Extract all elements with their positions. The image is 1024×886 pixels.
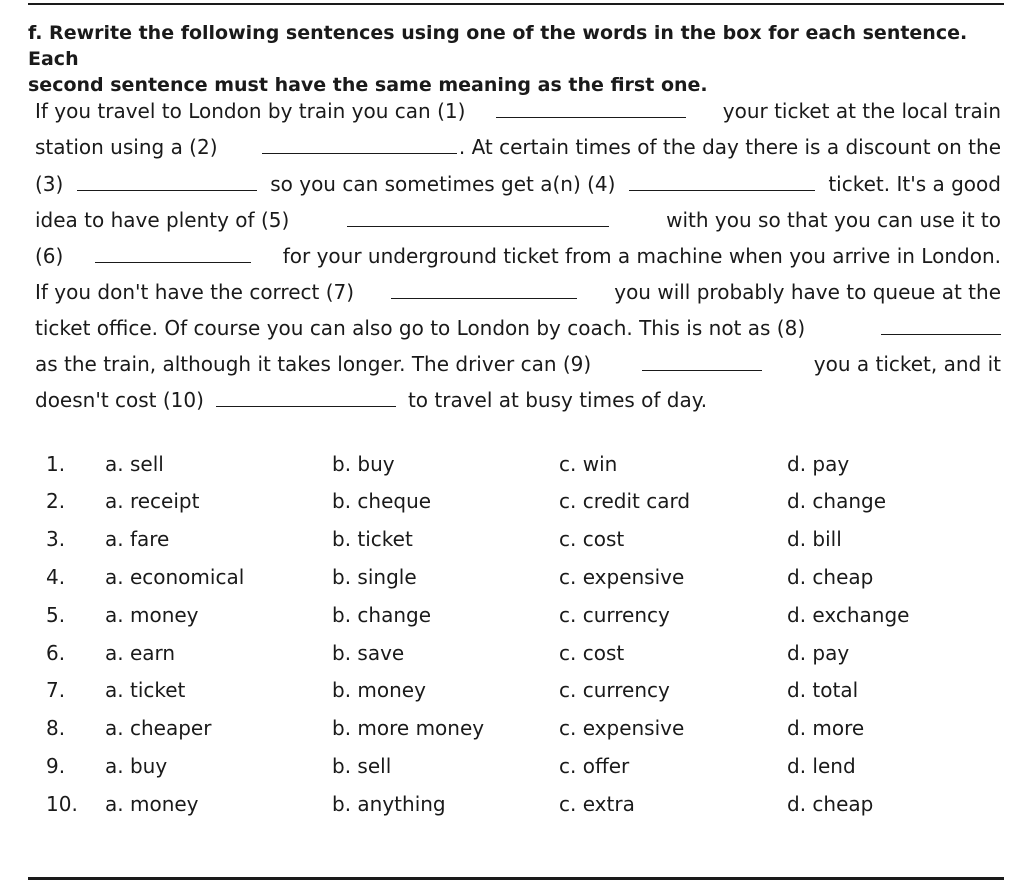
passage-text: If you travel to London by train you can (1) xyxy=(35,99,466,123)
option-row-10 xyxy=(0,792,1024,828)
option-b[interactable]: b. cheque xyxy=(332,489,432,513)
bottom-rule xyxy=(28,877,1004,880)
option-c[interactable]: c. currency xyxy=(559,603,670,627)
option-number: 8. xyxy=(46,716,66,740)
option-b[interactable]: b. ticket xyxy=(332,527,413,551)
passage-text: . At certain times of the day there is a discount on the xyxy=(458,135,1001,159)
passage-text: you a ticket, and it xyxy=(813,352,1001,376)
option-d[interactable]: d. bill xyxy=(787,527,842,551)
option-row-3 xyxy=(0,527,1024,563)
option-c[interactable]: c. expensive xyxy=(559,716,685,740)
option-d[interactable]: d. cheap xyxy=(787,565,874,589)
top-rule xyxy=(28,3,1004,5)
option-c[interactable]: c. extra xyxy=(559,792,635,816)
option-d[interactable]: d. lend xyxy=(787,754,856,778)
option-b[interactable]: b. anything xyxy=(332,792,446,816)
option-row-2 xyxy=(0,489,1024,525)
option-c[interactable]: c. offer xyxy=(559,754,630,778)
blank-4[interactable] xyxy=(629,172,815,191)
option-a[interactable]: a. earn xyxy=(105,641,176,665)
passage-text: for your underground ticket from a machine when you arrive in London. xyxy=(282,244,1001,268)
passage-line-2 xyxy=(35,135,1001,171)
option-d[interactable]: d. change xyxy=(787,489,887,513)
passage-line-8 xyxy=(35,352,1001,388)
passage-text: (3) xyxy=(35,172,64,196)
blank-6[interactable] xyxy=(95,244,251,263)
option-b[interactable]: b. sell xyxy=(332,754,392,778)
option-b[interactable]: b. money xyxy=(332,678,426,702)
option-a[interactable]: a. economical xyxy=(105,565,245,589)
blank-10[interactable] xyxy=(216,388,396,407)
option-a[interactable]: a. sell xyxy=(105,452,164,476)
option-row-7 xyxy=(0,678,1024,714)
option-d[interactable]: d. more xyxy=(787,716,865,740)
passage-text: idea to have plenty of (5) xyxy=(35,208,290,232)
option-a[interactable]: a. money xyxy=(105,603,199,627)
passage-text: If you don't have the correct (7) xyxy=(35,280,355,304)
option-number: 3. xyxy=(46,527,66,551)
option-a[interactable]: a. ticket xyxy=(105,678,186,702)
option-d[interactable]: d. cheap xyxy=(787,792,874,816)
passage-text: station using a (2) xyxy=(35,135,218,159)
option-number: 4. xyxy=(46,565,66,589)
option-b[interactable]: b. change xyxy=(332,603,432,627)
passage-text: to travel at busy times of day. xyxy=(407,388,708,412)
option-b[interactable]: b. buy xyxy=(332,452,395,476)
passage-text: your ticket at the local train xyxy=(722,99,1001,123)
option-row-6 xyxy=(0,641,1024,677)
option-c[interactable]: c. expensive xyxy=(559,565,685,589)
instruction-line-2: second sentence must have the same meaning as the first one. xyxy=(28,74,708,96)
blank-7[interactable] xyxy=(391,280,577,299)
blank-9[interactable] xyxy=(642,352,762,371)
option-number: 7. xyxy=(46,678,66,702)
option-b[interactable]: b. more money xyxy=(332,716,485,740)
passage-line-6 xyxy=(35,280,1001,316)
option-row-4 xyxy=(0,565,1024,601)
option-d[interactable]: d. total xyxy=(787,678,859,702)
option-c[interactable]: c. cost xyxy=(559,641,625,665)
blank-8[interactable] xyxy=(881,316,1001,335)
option-a[interactable]: a. receipt xyxy=(105,489,200,513)
option-row-8 xyxy=(0,716,1024,752)
instruction-line-1: f. Rewrite the following sentences using one of the words in the box for each sentence. Each xyxy=(28,22,968,70)
option-d[interactable]: d. exchange xyxy=(787,603,910,627)
option-row-9 xyxy=(0,754,1024,790)
passage-text: (6) xyxy=(35,244,64,268)
passage-line-5 xyxy=(35,244,1001,280)
passage-text: ticket. It's a good xyxy=(828,172,1001,196)
option-row-5 xyxy=(0,603,1024,639)
option-a[interactable]: a. cheaper xyxy=(105,716,212,740)
option-c[interactable]: c. win xyxy=(559,452,618,476)
option-a[interactable]: a. money xyxy=(105,792,199,816)
option-number: 2. xyxy=(46,489,66,513)
passage-line-3 xyxy=(35,172,1001,208)
option-number: 6. xyxy=(46,641,66,665)
option-b[interactable]: b. single xyxy=(332,565,417,589)
option-c[interactable]: c. currency xyxy=(559,678,670,702)
passage-line-1 xyxy=(35,99,1001,135)
option-a[interactable]: a. fare xyxy=(105,527,170,551)
passage-text: ticket office. Of course you can also go to London by coach. This is not as (8) xyxy=(35,316,806,340)
passage-line-9 xyxy=(35,388,1001,424)
blank-1[interactable] xyxy=(496,99,686,118)
option-b[interactable]: b. save xyxy=(332,641,405,665)
option-number: 1. xyxy=(46,452,66,476)
passage-text: as the train, although it takes longer. The driver can (9) xyxy=(35,352,592,376)
passage-text: doesn't cost (10) xyxy=(35,388,204,412)
blank-3[interactable] xyxy=(77,172,257,191)
option-c[interactable]: c. credit card xyxy=(559,489,691,513)
option-number: 5. xyxy=(46,603,66,627)
passage-line-4 xyxy=(35,208,1001,244)
passage-text: you will probably have to queue at the xyxy=(614,280,1001,304)
passage-segment xyxy=(262,135,1001,159)
blank-2[interactable] xyxy=(262,135,457,154)
option-c[interactable]: c. cost xyxy=(559,527,625,551)
option-number: 9. xyxy=(46,754,66,778)
exercise-instruction xyxy=(28,20,1008,98)
passage-text: so you can sometimes get a(n) (4) xyxy=(270,172,616,196)
passage-line-7 xyxy=(35,316,1001,352)
option-a[interactable]: a. buy xyxy=(105,754,168,778)
option-number: 10. xyxy=(46,792,78,816)
option-row-1 xyxy=(0,452,1024,488)
option-d[interactable]: d. pay xyxy=(787,641,850,665)
blank-5[interactable] xyxy=(347,208,609,227)
option-d[interactable]: d. pay xyxy=(787,452,850,476)
passage-text: with you so that you can use it to xyxy=(666,208,1001,232)
